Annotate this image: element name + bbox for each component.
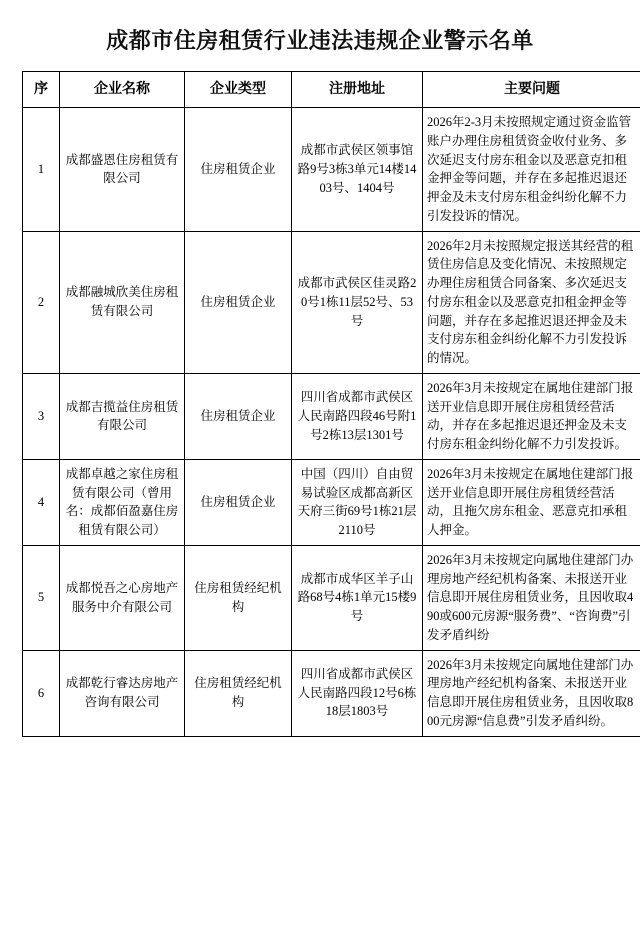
cell-company-name: 成都卓越之家住房租赁有限公司（曾用名：成都佰盈嘉住房租赁有限公司） <box>60 459 185 545</box>
cell-company-type: 住房租赁企业 <box>185 459 292 545</box>
page-title: 成都市住房租赁行业违法违规企业警示名单 <box>106 28 534 53</box>
table-row <box>23 108 640 232</box>
cell-company-type: 住房租赁经纪机构 <box>185 650 292 736</box>
cell-address: 成都市武侯区佳灵路20号1栋11层52号、53号 <box>292 231 423 373</box>
cell-company-type: 住房租赁企业 <box>185 373 292 459</box>
cell-company-name: 成都融城欣美住房租赁有限公司 <box>60 231 185 373</box>
cell-address: 成都市成华区羊子山路68号4栋1单元15楼9号 <box>292 545 423 650</box>
cell-address: 四川省成都市武侯区人民南路四段12号6栋18层1803号 <box>292 650 423 736</box>
cell-issue: 2026年3月未按规定向属地住建部门办理房地产经纪机构备案、未报送开业信息即开展住房租赁业务，且因收取800元房源“信息费”引发矛盾纠纷。 <box>423 650 640 736</box>
cell-index: 3 <box>23 373 60 459</box>
table-row <box>23 650 640 736</box>
column-header-index: 序 <box>23 72 60 108</box>
table-header-row <box>23 72 640 108</box>
cell-index: 5 <box>23 545 60 650</box>
cell-company-name: 成都吉揽益住房租赁有限公司 <box>60 373 185 459</box>
cell-company-name: 成都悦吾之心房地产服务中介有限公司 <box>60 545 185 650</box>
cell-issue: 2026年3月未按规定在属地住建部门报送开业信息即开展住房租赁经营活动，并存在多起推迟退还押金及未支付房东租金纠纷化解不力引发投诉。 <box>423 373 640 459</box>
cell-company-name: 成都乾行睿达房地产咨询有限公司 <box>60 650 185 736</box>
cell-issue: 2026年3月未按规定在属地住建部门报送开业信息即开展住房租赁经营活动，且拖欠房东租金、恶意克扣承租人押金。 <box>423 459 640 545</box>
cell-company-type: 住房租赁企业 <box>185 108 292 232</box>
cell-address: 中国（四川）自由贸易试验区成都高新区天府三街69号1栋21层2110号 <box>292 459 423 545</box>
cell-index: 6 <box>23 650 60 736</box>
cell-issue: 2026年2-3月未按照规定通过资金监管账户办理住房租赁资金收付业务、多次延迟支付房东租金以及恶意克扣租金押金等问题，并存在多起推迟退还押金及未支付房东租金纠纷化解不力引发投诉的情况。 <box>423 108 640 232</box>
cell-index: 2 <box>23 231 60 373</box>
cell-company-name: 成都盛恩住房租赁有限公司 <box>60 108 185 232</box>
cell-issue: 2026年3月未按规定向属地住建部门办理房地产经纪机构备案、未报送开业信息即开展住房租赁业务，且因收取490或600元房源“服务费”、“咨询费”引发矛盾纠纷 <box>423 545 640 650</box>
cell-index: 1 <box>23 108 60 232</box>
table-row <box>23 459 640 545</box>
table-body <box>23 108 640 737</box>
table-row <box>23 373 640 459</box>
column-header-address: 注册地址 <box>292 72 423 108</box>
table-header <box>23 72 640 108</box>
cell-issue: 2026年2月未按照规定报送其经营的租赁住房信息及变化情况、未按照规定办理住房租赁合同备案、多次延迟支付房东租金以及恶意克扣租金押金等问题，并存在多起推迟退还押金及未支付房东租金纠纷化解不力引发投诉的情况。 <box>423 231 640 373</box>
cell-index: 4 <box>23 459 60 545</box>
column-header-name: 企业名称 <box>60 72 185 108</box>
cell-address: 四川省成都市武侯区人民南路四段46号附1号2栋13层1301号 <box>292 373 423 459</box>
cell-company-type: 住房租赁企业 <box>185 231 292 373</box>
warning-list-table <box>22 71 640 737</box>
table-row <box>23 231 640 373</box>
column-header-issue: 主要问题 <box>423 72 640 108</box>
cell-address: 成都市武侯区领事馆路9号3栋3单元14楼1403号、1404号 <box>292 108 423 232</box>
table-row <box>23 545 640 650</box>
cell-company-type: 住房租赁经纪机构 <box>185 545 292 650</box>
column-header-type: 企业类型 <box>185 72 292 108</box>
